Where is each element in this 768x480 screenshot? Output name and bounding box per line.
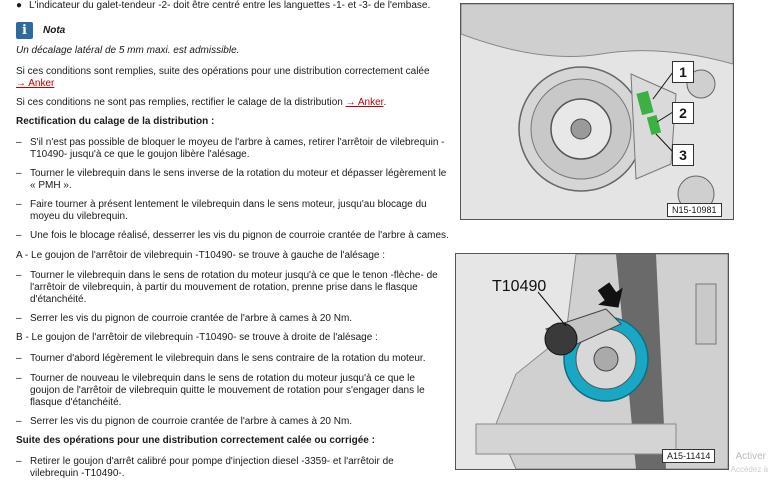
callout-3: 3 <box>672 144 694 166</box>
dash-marker: – <box>16 313 22 324</box>
item-text: Retirer le goujon d'arrêt calibré pour pompe d'injection diesel -3359- et l'arrêtoir de <box>30 456 394 467</box>
figure-tensioner <box>460 3 734 220</box>
item-text: Faire tourner à présent lentement le vilebrequin dans le sens moteur, jusqu'au blocage du <box>30 199 427 210</box>
dash-marker: – <box>16 416 22 427</box>
dash-item <box>16 137 445 149</box>
bullet-item <box>16 0 430 12</box>
dash-marker: – <box>16 137 22 148</box>
section-heading: Suite des opérations pour une distribution correctement calée ou corrigée : <box>16 435 375 446</box>
item-text: Tourner le vilebrequin dans le sens de rotation du moteur jusqu'à ce que le tenon -flèche- de <box>30 270 438 281</box>
note-text: Un décalage latéral de 5 mm maxi. est admissible. <box>16 45 240 56</box>
paragraph: Si ces conditions ne sont pas remplies, rectifier le calage de la distribution → Anker. <box>16 97 387 108</box>
item-text: Serrer les vis du pignon de courroie crantée de l'arbre à cames à 20 Nm. <box>30 313 353 324</box>
item-text-cont: moyeu du vilebrequin. <box>30 211 128 222</box>
item-text: Tourner de nouveau le vilebrequin dans le sens de rotation du moteur jusqu'à ce que le <box>30 373 415 384</box>
watermark-text: Activer <box>735 451 766 462</box>
tool-label: T10490 <box>492 278 547 295</box>
item-text: Serrer les vis du pignon de courroie crantée de l'arbre à cames à 20 Nm. <box>30 416 353 427</box>
dash-marker: – <box>16 353 22 364</box>
dash-item <box>16 313 352 325</box>
item-text-cont: flasque d'étanchéité. <box>30 397 122 408</box>
dash-item <box>16 270 438 282</box>
callout-2: 2 <box>672 102 694 124</box>
item-text: L'indicateur du galet-tendeur -2- doit être centré entre les languettes -1- et -3- de l'embase. <box>29 0 431 11</box>
dash-item <box>16 353 425 365</box>
paragraph: Si ces conditions sont remplies, suite des opérations pour une distribution correctement calée <box>16 66 430 77</box>
dash-marker: – <box>16 270 22 281</box>
dash-item <box>16 416 352 428</box>
figure-caption: A15-11414 <box>662 449 715 463</box>
dash-item <box>16 168 446 180</box>
info-icon: i <box>16 22 33 39</box>
item-text: S'il n'est pas possible de bloquer le moyeu de l'arbre à cames, retirer l'arrêtoir de vilebrequin - <box>30 137 445 148</box>
item-text-cont: T10490- jusqu'à ce que le goujon libère l'alésage. <box>30 149 250 160</box>
paragraph-text: Si ces conditions ne sont pas remplies, rectifier le calage de la distribution <box>16 97 343 108</box>
dash-item <box>16 456 394 468</box>
bullet-dot: ● <box>16 0 23 11</box>
item-text: Tourner d'abord légèrement le vilebrequin dans le sens contraire de la rotation du moteur. <box>30 353 426 364</box>
dash-marker: – <box>16 456 22 467</box>
note-heading: Nota <box>43 25 66 36</box>
paragraph-link-row <box>16 78 54 90</box>
item-text-cont: l'arrêtoir de vilebrequin, à partir du mouvement de rotation, prenne prise dans le flasque <box>30 282 418 293</box>
item-text-cont: goujon de l'arrêtoir de vilebrequin quitte le mouvement de rotation pour s'engager dans le <box>30 385 425 396</box>
figure-caption: N15-10981 <box>667 203 722 217</box>
dash-marker: – <box>16 373 22 384</box>
dash-item <box>16 373 415 385</box>
anker-link[interactable]: → Anker <box>345 97 384 108</box>
item-text-cont: « PMH ». <box>30 180 72 191</box>
section-heading: Rectification du calage de la distribution : <box>16 116 215 127</box>
figure-crankshaft-stop <box>455 253 729 470</box>
dash-item <box>16 230 449 242</box>
case-heading: B - Le goujon de l'arrêtoir de vilebrequin -T10490- se trouve à droite de l'alésage : <box>16 332 378 343</box>
dash-item <box>16 199 427 211</box>
case-heading: A - Le goujon de l'arrêtoir de vilebrequin -T10490- se trouve à gauche de l'alésage : <box>16 250 386 261</box>
dash-marker: – <box>16 230 22 241</box>
item-text-cont: vilebrequin -T10490-. <box>30 468 125 479</box>
anker-link[interactable]: → Anker <box>16 78 55 89</box>
dash-marker: – <box>16 199 22 210</box>
item-text-cont: d'étanchéité. <box>30 294 87 305</box>
dash-marker: – <box>16 168 22 179</box>
callout-1: 1 <box>672 61 694 83</box>
item-text: Tourner le vilebrequin dans le sens inverse de la rotation du moteur et dépasser légèrement le <box>30 168 447 179</box>
item-text: Une fois le blocage réalisé, desserrer les vis du pignon de courroie crantée de l'arbre à cames. <box>30 230 449 241</box>
watermark-subtext: Accédez à <box>730 465 768 474</box>
